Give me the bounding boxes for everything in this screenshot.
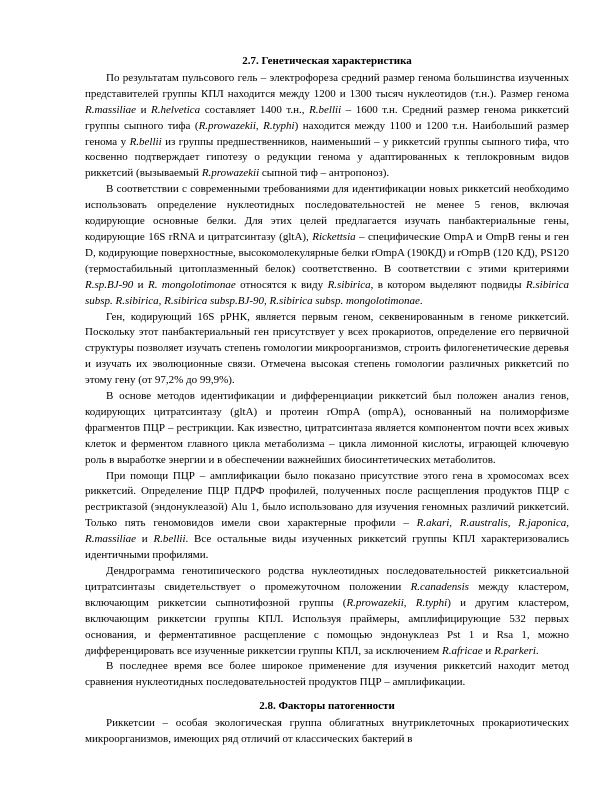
italic-species-name: R.sibirica [327, 278, 371, 291]
section-heading-genetics: 2.7. Генетическая характеристика [242, 55, 412, 67]
italic-species-name: R. mongolotimonae [147, 278, 236, 291]
italic-species-name: R.prowazekii, R.typhi [346, 596, 448, 609]
section-heading-pathogenicity: 2.8. Факторы патогенности [259, 700, 395, 713]
italic-species-name: Rickettsia [312, 230, 356, 243]
italic-species-name: R.prowazekii [201, 167, 260, 180]
paragraph-rickettsia-intro: Риккетсии – особая экологическая группа облигатных внутриклеточных прокариотических микроорганизмов, имеющих ряд отличий от классических бактерий в [85, 717, 569, 746]
italic-species-name: R.sibirica subsp. R.sibirica, R.sibirica subsp.BJ-90, R.sibirica subsp. mongolotimonae [85, 278, 569, 307]
paragraph-citrate-synthase: В основе методов идентификации и дифференциации риккетсий был положен анализ генов, кодирующих цитратсинтазу (gltA) и протеин rOmpA (ompA), основанный на полиморфизме фрагментов ПЦР – рестрикции. Как известно, цитратсинтаза является компонентом почти всех живых клеток и ферментом главного цикла метаболизма – цикла лимонной кислоты, играющей ключевую роль в выработке энергии и в обеспечении важнейших биосинтетических метаболитов. [85, 390, 569, 466]
italic-species-name: R.massiliae [85, 103, 137, 116]
italic-species-name: R.helvetica [151, 103, 201, 116]
paragraph-16s-rrna: Ген, кодирующий 16S рРНК, является первым геном, секвенированным в геноме риккетсий. Поскольку этот панбактериальный ген присутствует у всех прокариотов, определение его первичной структуры позволяет изучать степень гомологии микроорганизмов, строить филогенетические деревья и изучать их эволюционные связи. Отмечена высокая степень гомологии различных риккетсий по этому гену (от 97,2% до 99,9%). [85, 310, 569, 387]
paragraph-genome-size: По результатам пульсового гель – электрофореза средний размер генома большинства изученных представителей группы КПЛ находится между 1200 и 1300 тысяч нуклеотидов (т.н.). Размер генома R.massiliae и R.helvetica составляет 1400 т.н., R.bellii – 1600 т.н. Средний размер генома риккетсий группы сыпного тифа (R.prowazekii, R.typhi) находится между 1100 и 1200 т.н. Наибольший размер генома у R.bellii из группы предшественников, наименьший – у риккетсий группы сыпного тифа, что косвенно подтверждает гипотезу о редукции генома у адаптированных к теплокровным видов риккетсий (вызываемый R.prowazekii сыпной тиф – антропоноз). [85, 71, 570, 180]
paragraph-pcr-amplification: При помощи ПЦР – амплификации было показано присутствие этого гена в хромосомах всех риккетсий. Определение ПЦР ПДРФ профилей, полученных после расщепления продуктов ПЦР с рестриктазой (эндонуклеазой) Alu 1, было использовано для изучения геномных различий риккетсий. Только пять геномовидов имели свои характерные профили – R.akari, R.australis, R.japonica, R.massiliae и R.bellii. Все остальные виды изученных риккетсий группы КПЛ характеризовались идентичными профилями. [85, 469, 569, 562]
italic-species-name: R.parkeri [494, 644, 536, 657]
italic-species-name: R.bellii [309, 103, 342, 116]
italic-species-name: R.africae [442, 644, 483, 657]
italic-species-name: R.bellii [129, 135, 162, 148]
italic-species-name: R.bellii [153, 533, 186, 546]
italic-species-name: R.typhi [263, 119, 295, 132]
paragraph-identification-genes: В соответствии с современными требованиями для идентификации новых риккетсий необходимо использовать определение нуклеотидных последовательностей не менее 5 генов, включая кодирующие основные белки. Для этих целей предлагается изучать панбактериальные гены, кодирующие 16S rRNA и цитратсинтазу (gltA), Rickettsia – специфические OmpA и OmpB гены и ген D, кодирующие поверхностные, высокомолекулярные белки rOmpA (190КД) и rOmpB (120 КД), PS120 (термостабильный цитоплазменный белок) соответственно. В соответствии с этими критериями R.sp.BJ-90 и R. mongolotimonae относятся к виду R.sibirica, в котором выделяют подвиды R.sibirica subsp. R.sibirica, R.sibirica subsp.BJ-90, R.sibirica subsp. mongolotimonae. [85, 183, 570, 307]
italic-species-name: R.sp.BJ-90 [85, 278, 134, 291]
italic-species-name: R.akari, R.australis, R.japonica, R.massiliae [85, 517, 569, 546]
paragraph-dendrogram: Дендрограмма генотипического родства нуклеотидных последовательностей риккетсиальной цитратсинтазы свидетельствует о промежуточном положении R.canadensis между кластером, включающим риккетсии сыпнотифозной группы (R.prowazekii, R.typhi) и другим кластером, включающим риккетсии группы КПЛ. Используя праймеры, амплифицирующие 532 первых основания, и ферментативное расщепление с помощью эндонуклеаз Pst 1 и Rsa 1, можно дифференцировать все изученные риккетсии группы КПЛ, за исключением R.africae и R.parkeri. [85, 565, 569, 657]
document-page [85, 54, 569, 748]
italic-species-name: R.canadensis [410, 580, 469, 593]
italic-species-name: R.prowazekii [198, 119, 256, 132]
paragraph-sequence-comparison: В последнее время все более широкое применение для изучения риккетсий находит метод сравнения нуклеотидных последовательностей продуктов ПЦР – амплификации. [85, 660, 569, 689]
